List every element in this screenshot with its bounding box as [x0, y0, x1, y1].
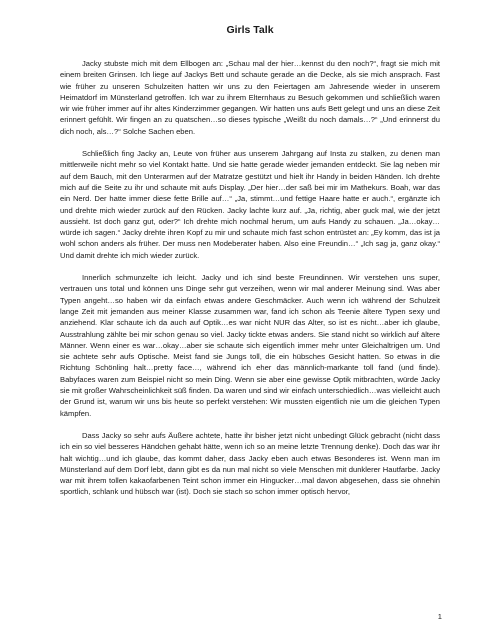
paragraph-3: Innerlich schmunzelte ich leicht. Jacky und ich sind beste Freundinnen. Wir verstehen uns super, vertrauen uns total und können uns Dinge sehr gut verzeihen, wenn wir mal anderer Meinung sind. Was aber Typen angeht…so haben wir da einfach etwas andere Geschmäcker. Auch wenn ich während der Schulzeit lange Zeit mit jemanden aus meiner Klasse zusammen war, fand ich schon als Teenie ältere Typen sexy und anziehend. Klar schaute ich da auch auf Optik…es war nicht NUR das Alter, so ist es nicht…aber ich glaube, Ausstrahlung zählte bei mir schon genau so viel. Jacky tickte etwas anders. Sie stand nicht so wirklich auf ältere Männer. Wenn einer es war…okay…aber sie schaute sich eigentlich immer mehr unter Gleichaltrigen um. Und sie achtete sehr aufs Optische. Meist fand sie Jungs toll, die ein hübsches Gesicht hatten. So etwas in die Richtung Schönling halt…pretty face…, während ich eher das männlich-markante toll fand (und finde). Babyfaces waren zum Beispiel nicht so mein Ding. Wenn sie aber eine gewisse Optik mitbrachten, würde Jacky sie mit großer Wahrscheinlichkeit süß finden. Da waren und sind wir einfach unterschiedlich…was vielleicht auch der Grund ist, warum wir uns bis heute so perfekt verstehen: Wir mussten eigentlich nie um die gleichen Typen kämpfen.: [60, 273, 440, 418]
paragraph-1: Jacky stubste mich mit dem Ellbogen an: „Schau mal der hier…kennst du den noch?“, fragt sie mich mit einem breiten Grinsen. Ich liege auf Jackys Bett und schaute gerade an die Decke, als sie mich ansprach. Fast wie früher zu unseren Schulzeiten hatten wir uns zu den Feiertagen am Jahresende wieder in unserem Heimatdorf im Münsterland getroffen. Ich war zu ihrem Elternhaus zu Besuch gekommen und schließlich waren wir wie früher immer auf ihr altes Kinderzimmer gegangen. Wir hatten uns aufs Bett gelegt und uns an diese Zeit erinnert gefühlt. Wir fingen an zu quatschen…so dieses typische „Weißt du noch damals…?“ „Und erinnerst du dich noch, als…?“ Solche Sachen eben.: [60, 59, 440, 136]
paragraph-2: Schließlich fing Jacky an, Leute von früher aus unserem Jahrgang auf Insta zu stalken, zu denen man mittlerweile nicht mehr so viel Kontakt hatte. Und sie hatte gerade wieder jemanden entdeckt. Sie lag neben mir auf dem Bauch, mit den Unterarmen auf der Matratze gestützt und hielt ihr Handy in beiden Händen. Ich drehte mich auf die Seite zu ihr und schaute mit aufs Display. „Der hier…der saß bei mir im Mathekurs. Boah, war das ein Nerd. Der hatte immer diese fette Brille auf…“ „Ja, stimmt…und fettige Haare hatte er auch.“, ergänzte ich und drehte mich wieder zurück auf den Rücken. Jacky lachte kurz auf. „Ja, richtig, aber guck mal, wie der jetzt aussieht. Ist doch ganz gut, oder?“ Ich drehte mich nochmal herum, um aufs Handy zu schauen. „Ja…okay…würde ich sagen.“ Jacky drehte ihren Kopf zu mir und schaute mich fast schon entrüstet an: „Ey komm, das ist ja wohl schon anders als früher. Der muss nen Modeberater haben. Also eine Freundin…“ „Ich sag ja, ganz okay.“ Und damit drehte ich mich wieder zurück.: [60, 149, 440, 260]
page-number: 1: [437, 612, 442, 621]
document-title: Girls Talk: [226, 24, 274, 36]
paragraph-4: Dass Jacky so sehr aufs Äußere achtete, hatte ihr bisher jetzt nicht unbedingt Glück gebracht (nicht dass ich ein so viel besseres Händchen gehabt hätte, wenn ich so an meine letzte Trennung denke). Doch das war ihr halt wichtig…und ich glaube, das kommt daher, dass Jacky eben auch etwas Besonderes ist. Wenn man im Münsterland auf dem Dorf lebt, dann gibt es da nun mal nicht so viele Menschen mit dunklerer Hautfarbe. Jacky war mit ihrem tollen kakaofarbenen Teint schon immer ein Hingucker…mal davon abgesehen, dass sie ohnehin sportlich, schlank und hübsch war (ist). Doch sie stach so schon immer optisch hervor,: [60, 430, 440, 497]
